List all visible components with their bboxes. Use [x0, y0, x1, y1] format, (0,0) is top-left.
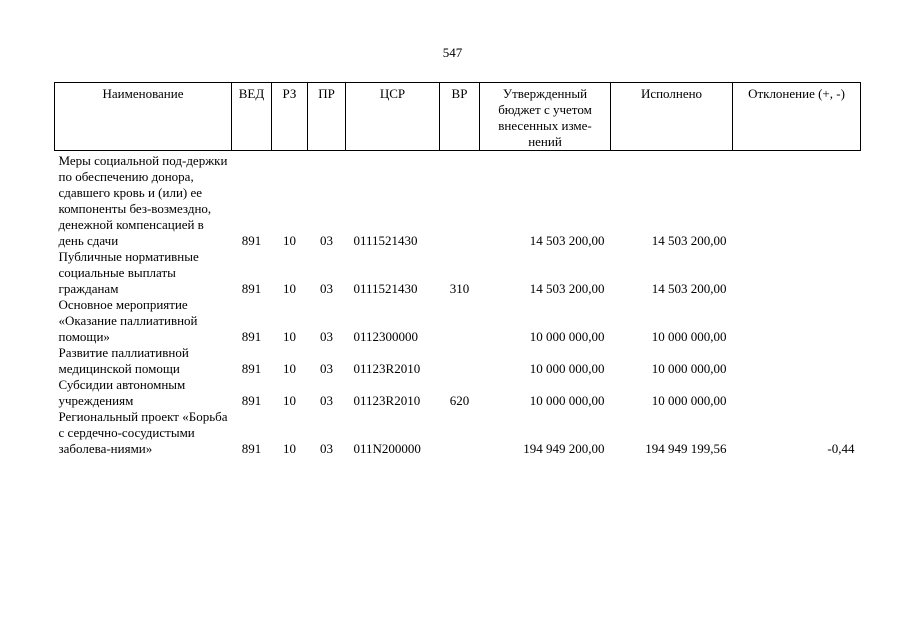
table-header-row: [55, 83, 861, 151]
header-rz: РЗ: [272, 83, 308, 151]
cell-pr: 03: [320, 441, 333, 456]
cell-rz: 10: [283, 441, 296, 456]
cell-vr: 620: [449, 393, 470, 408]
cell-ved: 891: [241, 281, 262, 296]
cell-vr: 310: [449, 281, 470, 296]
cell-name: Публичные нормативные социальные выплаты гражданам: [58, 249, 199, 296]
cell-executed: 194 949 199,56: [645, 441, 727, 456]
cell-csr: 0112300000: [353, 329, 419, 344]
budget-execution-table: [54, 82, 861, 457]
table-row: [55, 249, 861, 297]
cell-ved: 891: [241, 361, 262, 376]
cell-pr: 03: [320, 281, 333, 296]
cell-pr: 03: [320, 329, 333, 344]
cell-executed: 14 503 200,00: [651, 281, 727, 296]
cell-name: Развитие паллиативной медицинской помощи: [58, 345, 189, 376]
cell-deviation: [733, 151, 861, 250]
header-pr: ПР: [308, 83, 346, 151]
cell-vr: [440, 409, 480, 457]
cell-ved: 891: [241, 233, 262, 248]
cell-vr: [440, 345, 480, 377]
page-number: 547: [442, 45, 463, 60]
cell-vr: [440, 151, 480, 250]
cell-name: Субсидии автономным учреждениям: [58, 377, 186, 408]
cell-pr: 03: [320, 361, 333, 376]
table-row: [55, 297, 861, 345]
cell-ved: 891: [241, 441, 262, 456]
cell-csr: 0111521430: [353, 233, 418, 248]
cell-ved: 891: [241, 393, 262, 408]
header-ved: ВЕД: [232, 83, 272, 151]
header-vr: ВР: [440, 83, 480, 151]
cell-approved: 194 949 200,00: [523, 441, 605, 456]
cell-name: Основное мероприятие «Оказание паллиативной помощи»: [58, 297, 198, 344]
header-name: Наименование: [55, 83, 232, 151]
cell-deviation: -0,44: [827, 441, 855, 456]
cell-rz: 10: [283, 361, 296, 376]
cell-csr: 0111521430: [353, 281, 418, 296]
table-row: [55, 409, 861, 457]
cell-rz: 10: [283, 329, 296, 344]
cell-executed: 10 000 000,00: [651, 393, 727, 408]
header-executed: Исполнено: [611, 83, 733, 151]
cell-deviation: [733, 345, 861, 377]
cell-pr: 03: [320, 393, 333, 408]
cell-approved: 14 503 200,00: [529, 233, 605, 248]
cell-deviation: [733, 249, 861, 297]
cell-csr: 011N200000: [353, 441, 421, 456]
cell-pr: 03: [320, 233, 333, 248]
cell-rz: 10: [283, 393, 296, 408]
cell-rz: 10: [283, 233, 296, 248]
cell-name: Меры социальной под-держки по обеспечению донора, сдавшего кровь и (или) ее компоненты без-возмездно, денежной компенсацией в день сдачи: [58, 153, 228, 248]
cell-csr: 01123R2010: [353, 393, 421, 408]
cell-csr: 01123R2010: [353, 361, 421, 376]
cell-rz: 10: [283, 281, 296, 296]
table-row: [55, 377, 861, 409]
cell-approved: 10 000 000,00: [529, 361, 605, 376]
cell-deviation: [733, 297, 861, 345]
table-row: [55, 151, 861, 250]
cell-approved: 10 000 000,00: [529, 393, 605, 408]
table-row: [55, 345, 861, 377]
cell-executed: 14 503 200,00: [651, 233, 727, 248]
cell-executed: 10 000 000,00: [651, 329, 727, 344]
header-approved-budget: Утвержденный бюджет с учетом внесенных изме-нений: [480, 83, 611, 151]
cell-deviation: [733, 377, 861, 409]
cell-executed: 10 000 000,00: [651, 361, 727, 376]
cell-name: Региональный проект «Борьба с сердечно-сосудистыми заболева-ниями»: [58, 409, 228, 456]
cell-vr: [440, 297, 480, 345]
header-deviation: Отклонение (+, -): [733, 83, 861, 151]
cell-approved: 14 503 200,00: [529, 281, 605, 296]
cell-approved: 10 000 000,00: [529, 329, 605, 344]
header-csr: ЦСР: [346, 83, 440, 151]
cell-ved: 891: [241, 329, 262, 344]
